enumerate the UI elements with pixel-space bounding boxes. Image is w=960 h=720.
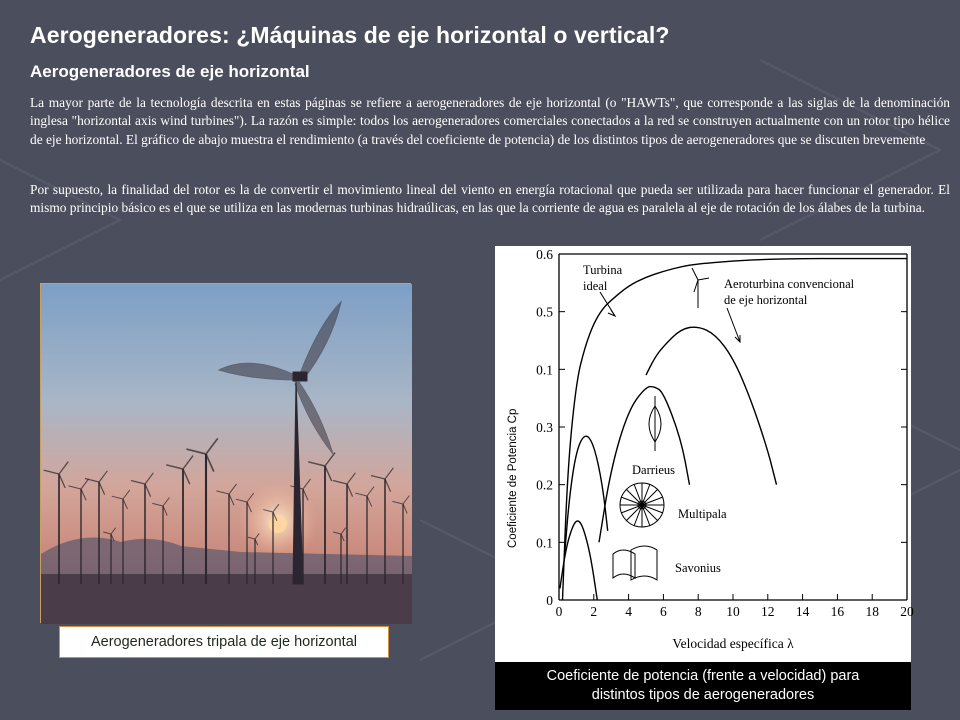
series-line-1 <box>646 327 777 485</box>
paragraph-rotor: Por supuesto, la finalidad del rotor es la de convertir el movimiento lineal del viento en energía rotacional que pueda ser utilizada para hacer funcionar el generador. El mismo principio básico es el que se utiliza en las modernas turbinas hidraúlicas, en las que la corriente de agua es paralela al eje de rotación de los álabes de la turbina. <box>30 182 950 216</box>
wind-farm-photo <box>40 283 411 623</box>
y-tick-label: 0.2 <box>536 477 553 493</box>
x-tick-label: 4 <box>625 604 632 619</box>
annotation-turbina: Turbina <box>583 263 623 277</box>
series-line-3 <box>564 436 608 559</box>
y-tick-label: 0.3 <box>536 420 553 435</box>
x-tick-label: 6 <box>660 604 667 619</box>
main-turbine-nacelle <box>293 372 307 381</box>
y-tick-label: 0.5 <box>536 304 553 320</box>
paragraph-intro: La mayor parte de la tecnología descrita en estas páginas se refiere a aerogeneradores de eje horizontal (o "HAWTs", que corresponde a las siglas de la denominación inglesa "horizontal axis wind turbines"). La razón es simple: todos los aerogeneradores comerciales conectados a la red se construyen actualmente con un rotor tipo hélice de eje horizontal. El gráfico de abajo muestra el rendimiento (a través del coeficiente de potencia) de los distintos tipos de aerogeneradores que se discuten brevemente <box>30 95 950 147</box>
x-tick-label: 18 <box>865 604 879 619</box>
slide-title: Aerogeneradores: ¿Máquinas de eje horizontal o vertical? <box>30 22 670 48</box>
series-line-0 <box>563 259 908 600</box>
annotation-savonius: Savonius <box>675 561 721 575</box>
chart-caption-line2: distintos tipos de aerogeneradores <box>591 687 815 703</box>
savonius-icon <box>613 546 657 580</box>
x-tick-label: 0 <box>555 604 563 619</box>
x-tick-label: 2 <box>590 604 598 619</box>
y-axis-label: Coeficiente de Potencia Cp <box>507 408 519 548</box>
annotation-darrieus: Darrieus <box>632 463 676 477</box>
chart-caption <box>495 662 911 710</box>
label-hawt-line2: de eje horizontal <box>724 293 808 307</box>
label-hawt-line1: Aeroturbina convencional <box>724 277 855 291</box>
photo-caption: Aerogeneradores tripala de eje horizontal <box>59 626 389 658</box>
y-tick-label: 0 <box>546 593 553 608</box>
x-tick-label: 16 <box>830 604 845 619</box>
darrieus-icon <box>649 396 661 451</box>
annotation-ideal: ideal <box>583 279 608 293</box>
multipala-icon <box>620 483 664 527</box>
x-tick-label: 12 <box>761 604 775 619</box>
annotation-multipala: Multipala <box>678 507 727 521</box>
power-coefficient-chart <box>495 246 914 662</box>
x-tick-label: 10 <box>726 604 740 619</box>
y-tick-label: 0.1 <box>536 362 553 378</box>
y-tick-label: 0.1 <box>536 535 553 551</box>
x-tick-label: 8 <box>694 604 702 619</box>
x-tick-label: 20 <box>900 604 914 619</box>
chart-caption-line1: Coeficiente de potencia (frente a velocidad) para <box>546 668 860 684</box>
x-tick-label: 14 <box>795 604 810 619</box>
y-tick-label: 0.6 <box>536 247 553 262</box>
slide-subtitle: Aerogeneradores de eje horizontal <box>30 62 310 81</box>
hawt-icon <box>692 268 709 308</box>
x-axis-label: Velocidad específica λ <box>672 636 794 651</box>
